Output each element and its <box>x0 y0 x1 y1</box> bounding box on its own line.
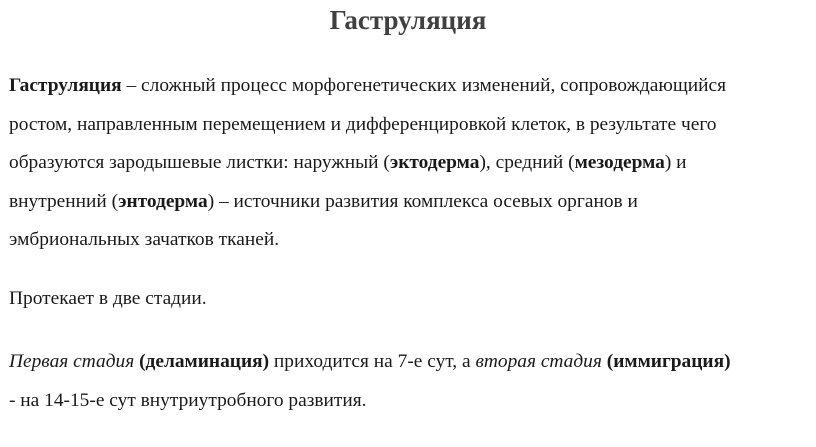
first-stage-label: Первая стадия <box>9 351 135 372</box>
term-endoderm: энтодерма <box>118 190 208 212</box>
definition-line-5: эмбриональных зачатков тканей. <box>9 229 280 250</box>
stages-paragraph <box>9 343 814 420</box>
definition-line-4-text-a: внутренний ( <box>9 190 119 212</box>
definition-line-2: ростом, направленным перемещением и дифференцировкой клеток, в результате чего <box>9 113 717 135</box>
definition-line-3-text-a: образуются зародышевые листки: наружный ( <box>9 152 390 173</box>
definition-line-4-text-b: ) – источники развития комплекса осевых органов и <box>207 190 638 212</box>
definition-line-3 <box>9 144 814 183</box>
definition-line-1-text: – сложный процесс морфогенетических изменений, сопровождающийся <box>121 75 727 96</box>
term-ectoderm: эктодерма <box>389 152 480 173</box>
definition-line-4 <box>9 183 814 222</box>
definition-line-3-text-c: ) и <box>664 152 687 173</box>
second-stage-label: вторая стадия <box>475 351 602 372</box>
stages-line-1 <box>9 343 814 382</box>
first-stage-text: приходится на 7-е сут, а <box>269 351 476 372</box>
first-stage-name: (деламинация) <box>139 351 270 372</box>
second-stage-name: (иммиграция) <box>606 351 731 372</box>
term-gastrulation: Гаструляция <box>9 75 122 96</box>
definition-line-3-text-b: ), средний ( <box>479 152 575 173</box>
stages-intro: Протекает в две стадии. <box>9 288 207 309</box>
stages-line-2: - на 14-15-е сут внутриутробного развития. <box>9 389 367 411</box>
definition-line-1 <box>9 67 814 106</box>
slide-title: Гаструляция <box>329 5 487 35</box>
definition-paragraph <box>9 67 814 260</box>
term-mesoderm: мезодерма <box>574 152 665 173</box>
